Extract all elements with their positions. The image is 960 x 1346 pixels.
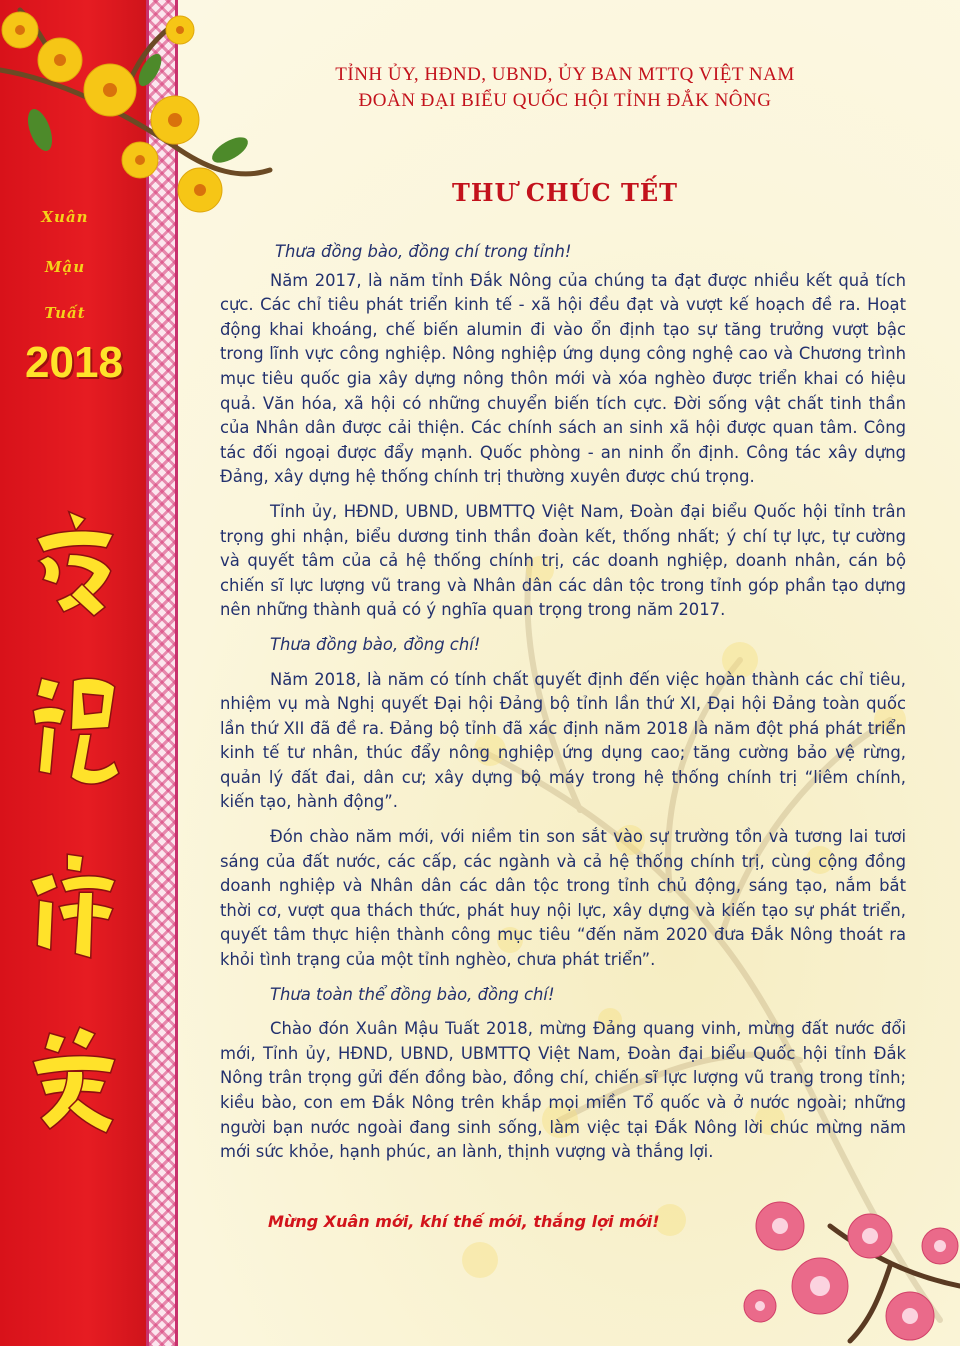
paragraph-3: Năm 2018, là năm có tính chất quyết định đến việc hoàn thành các chỉ tiêu, nhiệm vụ mà Nghị quyết Đại hội Đảng bộ tỉnh lần thứ XI, Đại hội Đảng toàn quốc lần thứ XII đã đề ra. Đảng bộ tỉnh đã xác định năm 2018 là năm đột phá phát triển kinh tế tư nhân, thúc đẩy nông nghiệp ứng dụng cao; tăng cường bảo vệ rừng, quản lý đất đai, dân cư; xây dựng bộ máy trong hệ thống chính trị “liêm chính, kiến tạo, hành động”. bbox=[220, 669, 906, 812]
closing-line: Mừng Xuân mới, khí thế mới, thắng lợi mới! bbox=[268, 1212, 660, 1231]
page-title: THƯ CHÚC TẾT bbox=[452, 178, 678, 207]
greeting-1: Thưa đồng bào, đồng chí trong tỉnh! bbox=[275, 242, 572, 261]
calligraphy-xuan-icon bbox=[20, 1020, 126, 1140]
greeting-3: Thưa toàn thể đồng bào, đồng chí! bbox=[270, 984, 555, 1004]
paragraph-5: Chào đón Xuân Mậu Tuất 2018, mừng Đảng quang vinh, mừng đất nước đổi mới, Tỉnh ủy, HĐND, UBND, UBMTTQ Việt Nam, Đoàn đại biểu Quốc hội tỉnh Đắk Nông trân trọng gửi đến đồng bào, đồng chí, chiến sĩ lực lượng vũ trang trong tỉnh; kiều bào, con em Đắk Nông trên khắp mọi miền Tổ quốc và ở nước ngoài; những người bạn nước ngoài đang sinh sống, làm việc tại Đắk Nông lời chúc mừng năm mới sức khỏe, hạnh phúc, an lành, thịnh vượng và thắng lợi. bbox=[220, 1019, 906, 1162]
peach-blossom-icon bbox=[720, 1166, 960, 1346]
paragraph-2: Tỉnh ủy, HĐND, UBND, UBMTTQ Việt Nam, Đoàn đại biểu Quốc hội tỉnh trân trọng ghi nhận, biểu dương tinh thần đoàn kết, thống nhất; ý chí tự lực, tự cường và quyết tâm của cả hệ thống chính trị, các doanh nghiệp, doanh nhân, cán bộ chiến sĩ lực lượng vũ trang và Nhân dân các dân tộc trong tỉnh góp phần tạo dựng nên những thành quả có ý nghĩa quan trọng trong năm 2017. bbox=[220, 501, 906, 620]
year-word-3: Tuất bbox=[44, 304, 86, 322]
calligraphy-chuc-icon bbox=[20, 665, 126, 785]
calligraphy-cung-icon bbox=[20, 505, 126, 625]
letter-body bbox=[220, 240, 906, 1165]
greeting-2: Thưa đồng bào, đồng chí! bbox=[270, 634, 481, 654]
year-number: 2018 bbox=[25, 338, 123, 387]
paragraph-1: Năm 2017, là năm tỉnh Đắk Nông của chúng ta đạt được nhiều kết quả tích cực. Các chỉ tiêu phát triển kinh tế - xã hội đều đạt và vượt kế hoạch đề ra. Hoạt động khai khoáng, chế biến alumin đi vào ổn định tạo sự tăng trưởng vượt bậc trong lĩnh vực công nghiệp. Nông nghiệp ứng dụng công nghệ cao và Chương trình mục tiêu quốc gia xây dựng nông thôn mới và xóa nghèo được triển khai có hiệu quả. Văn hóa, xã hội có những chuyển biến tích cực. Đời sống vật chất tinh thần của Nhân dân được cải thiện. Các chính sách an sinh xã hội được quan tâm. Công tác đối ngoại được đẩy mạnh. Quốc phòng - an ninh ổn định. Công tác xây dựng Đảng, xây dựng hệ thống chính trị thường xuyên được chú trọng. bbox=[220, 270, 906, 487]
year-word-1: Xuân bbox=[41, 208, 89, 226]
paragraph-4: Đón chào năm mới, với niềm tin son sắt vào sự trường tồn và tương lai tươi sáng của đất nước, các cấp, các ngành và cả hệ thống chính trị, cùng cộng đồng doanh nghiệp và Nhân dân các dân tộc trong tỉnh chủ động, sáng tạo, nắm bắt thời cơ, vượt qua thách thức, phát huy nội lực, xây dựng và kiến tạo sự phát triển, quyết tâm thực hiện thành công mục tiêu “đến năm 2020 đưa Đắk Nông thoát ra khỏi tình trạng của một tỉnh nghèo, chưa phát triển”. bbox=[220, 827, 906, 970]
header-line-2: ĐOÀN ĐẠI BIỂU QUỐC HỘI TỈNH ĐẮK NÔNG bbox=[358, 90, 772, 111]
calligraphy-tan-icon bbox=[20, 845, 126, 965]
header-line-1: TỈNH ỦY, HĐND, UBND, ỦY BAN MTTQ VIỆT NAM bbox=[335, 64, 795, 85]
year-word-2: Mậu bbox=[44, 258, 86, 276]
